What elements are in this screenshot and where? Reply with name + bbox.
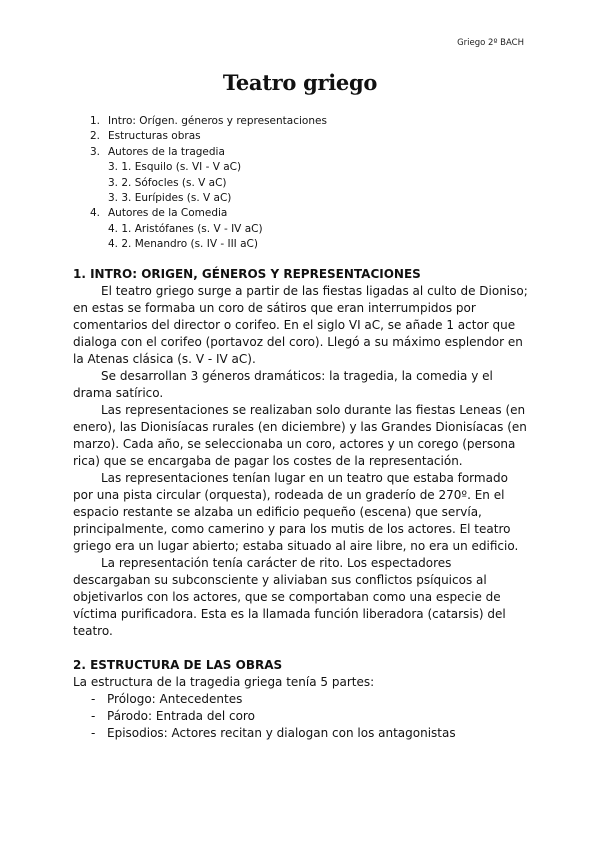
toc-item: 2. Estructuras obras <box>90 130 201 143</box>
list-item: - Prólogo: Antecedentes <box>91 691 528 708</box>
paragraph: Se desarrollan 3 géneros dramáticos: la tragedia, la comedia y el drama satírico. <box>73 369 493 400</box>
paragraph: Las representaciones tenían lugar en un teatro que estaba formado por una pista circular (orquesta), rodeada de un graderío de 270º. En el espacio restante se alzaba un edificio pequeño (escena) que servía, principalmente, como camerino y para los mutis de los actores. El teatro griego era un lugar abierto; estaba situado al aire libre, no era un edificio. <box>73 471 519 553</box>
section-heading-intro: 1. INTRO: ORIGEN, GÉNEROS Y REPRESENTACIONES <box>73 267 421 281</box>
paragraph: La estructura de la tragedia griega tenía 5 partes: <box>73 675 375 689</box>
toc-subitem: 3. 3. Eurípides (s. V aC) <box>108 192 232 205</box>
table-of-contents <box>90 114 327 253</box>
toc-item: 1. Intro: Orígen. géneros y representaciones <box>90 115 327 127</box>
toc-subitem: 4. 1. Aristófanes (s. V - IV aC) <box>108 222 263 235</box>
structure-list <box>73 691 528 742</box>
paragraph: Las representaciones se realizaban solo durante las fiestas Leneas (en enero), las Dionisíacas rurales (en diciembre) y las Grandes Dionisíacas (en marzo). Cada año, se seleccionaba un coro, actores y un corego (persona rica) que se encargaba de pagar los costes de la representación. <box>73 403 527 468</box>
toc-subitem: 4. 2. Menandro (s. IV - III aC) <box>108 238 258 251</box>
list-item: - Párodo: Entrada del coro <box>91 708 528 725</box>
section-heading-structure: 2. ESTRUCTURA DE LAS OBRAS <box>73 658 283 672</box>
list-item: - Episodios: Actores recitan y dialogan con los antagonistas <box>91 725 528 742</box>
toc-item: 3. Autores de la tragedia <box>90 145 225 158</box>
toc-subitem: 3. 2. Sófocles (s. V aC) <box>108 176 227 189</box>
document-body <box>73 266 528 742</box>
course-header: Griego 2º BACH <box>457 38 524 48</box>
toc-subitem: 3. 1. Esquilo (s. VI - V aC) <box>108 161 242 174</box>
page-title: Teatro griego <box>222 70 378 95</box>
paragraph: La representación tenía carácter de rito. Los espectadores descargaban su subconsciente y aliviaban sus conflictos psíquicos al objetivarlos con los actores, que se comportaban como una especie de víctima purificadora. Esta es la llamada función liberadora (catarsis) del teatro. <box>73 556 506 638</box>
toc-item: 4. Autores de la Comedia <box>90 207 228 220</box>
paragraph: El teatro griego surge a partir de las fiestas ligadas al culto de Dioniso; en estas se formaba un coro de sátiros que eran interrumpidos por comentarios del director o corifeo. En el siglo VI aC, se añade 1 actor que dialoga con el corifeo (portavoz del coro). Llegó a su máximo esplendor en la Atenas clásica (s. V - IV aC). <box>73 284 528 366</box>
